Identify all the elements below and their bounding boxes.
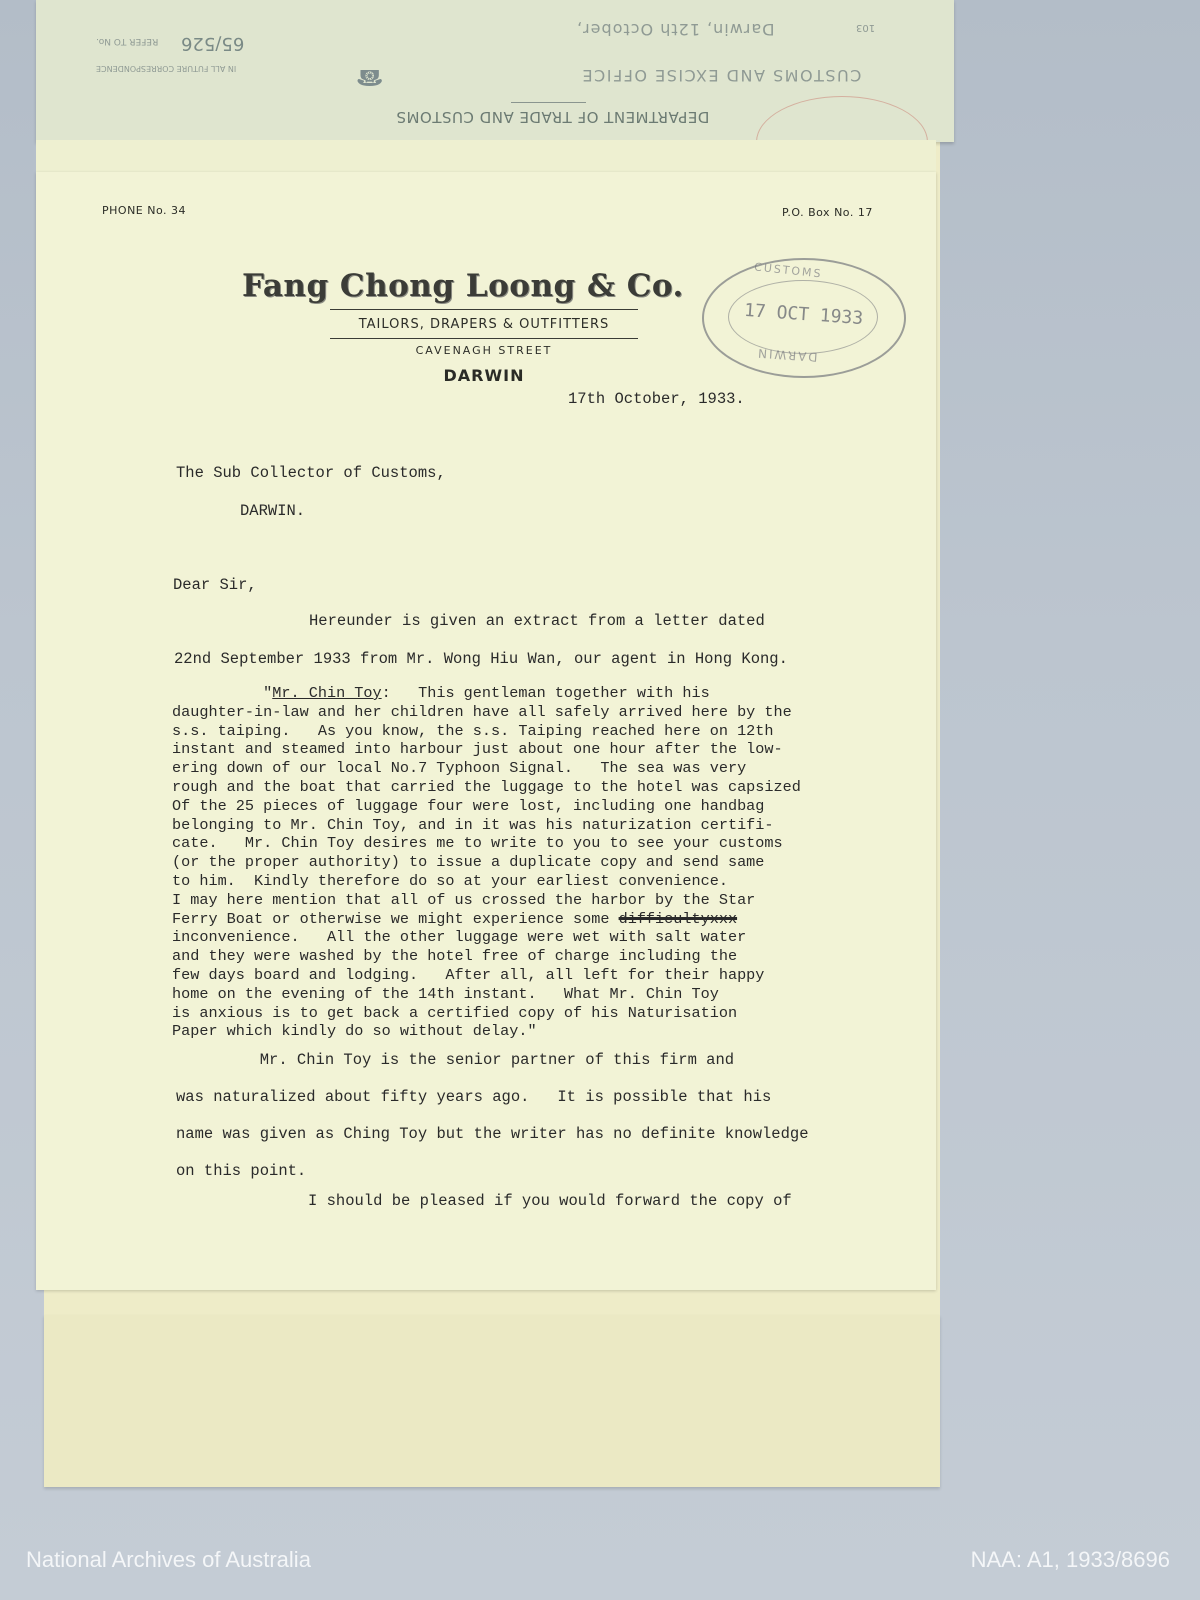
- quoted-extract: [172, 684, 801, 1041]
- mirrored-ref-label: REFER TO No.: [96, 36, 159, 46]
- quote-line: is anxious is to get back a certified copy of his Naturisation: [172, 1003, 738, 1022]
- mirrored-date: Darwin, 12th October,: [576, 20, 775, 39]
- mirrored-note: IN ALL FUTURE CORRESPONDENCE: [96, 64, 237, 73]
- addressee-line-2: DARWIN.: [240, 502, 306, 520]
- mirrored-department: DEPARTMENT OF TRADE AND CUSTOMS: [396, 108, 710, 126]
- stamp-top-text: CUSTOMS: [753, 260, 824, 281]
- firm-trade: TAILORS, DRAPERS & OUTFITTERS: [358, 317, 610, 332]
- quote-subject-name: Mr. Chin Toy: [272, 684, 382, 702]
- quote-line: belonging to Mr. Chin Toy, and in it was his naturization certifi-: [172, 815, 774, 834]
- firm-name: Fang Chong Loong & Co.: [242, 268, 684, 304]
- quote-line: and they were washed by the hotel free of charge including the: [172, 947, 738, 966]
- paragraph-line: Mr. Chin Toy is the senior partner of this firm and: [176, 1051, 735, 1069]
- red-stamp-outline: [756, 96, 928, 142]
- divider: [511, 102, 586, 103]
- addressee-line-1: The Sub Collector of Customs,: [176, 464, 446, 482]
- stamp-bottom-text: DARWIN: [755, 345, 818, 365]
- received-date-stamp: [702, 258, 906, 378]
- mirrored-ref-number: 65/526: [181, 33, 245, 54]
- quote-line: home on the evening of the 14th instant. What Mr. Chin Toy: [172, 984, 719, 1003]
- quote-line: few days board and lodging. After all, all left for their happy: [172, 965, 765, 984]
- quote-line: s.s. taiping. As you know, the s.s. Taiping reached here on 12th: [172, 721, 774, 740]
- letter-page: [36, 172, 936, 1290]
- quote-first-rest: : This gentleman together with his: [381, 684, 710, 702]
- po-box: P.O. Box No. 17: [782, 206, 873, 219]
- folder-back-sheet: [44, 1315, 940, 1487]
- quote-line: cate. Mr. Chin Toy desires me to write to you to see your customs: [172, 834, 783, 853]
- closing-request: I should be pleased if you would forward the copy of: [308, 1192, 792, 1210]
- archive-reference: NAA: A1, 1933/8696: [970, 1547, 1170, 1572]
- quote-struck-line: [172, 910, 801, 929]
- letterhead-rule-bottom: [330, 338, 638, 339]
- quote-first-line: [172, 684, 801, 703]
- salutation: Dear Sir,: [173, 576, 257, 594]
- archive-name: National Archives of Australia: [26, 1547, 311, 1572]
- previous-page-sheet: [36, 0, 954, 142]
- quote-line: rough and the boat that carried the luggage to the hotel was capsized: [172, 777, 801, 796]
- paragraph-line: name was given as Ching Toy but the writer has no definite knowledge: [176, 1125, 809, 1143]
- quote-line: I may here mention that all of us crossed the harbor by the Star: [172, 890, 756, 909]
- quote-struck-prefix: Ferry Boat or otherwise we might experience some: [172, 909, 619, 928]
- quote-line: inconvenience. All the other luggage were wet with salt water: [172, 928, 747, 947]
- firm-street: CAVENAGH STREET: [415, 344, 553, 357]
- firm-city: DARWIN: [443, 366, 525, 385]
- letterhead-rule-top: [330, 309, 638, 310]
- quote-line: instant and steamed into harbour just about one hour after the low-: [172, 740, 783, 759]
- intro-line-1: Hereunder is given an extract from a letter dated: [309, 612, 765, 630]
- paragraph-line: on this point.: [176, 1162, 307, 1180]
- struck-out-word: difficultyxxx: [618, 909, 738, 928]
- paragraph-line: was naturalized about fifty years ago. It is possible that his: [176, 1088, 772, 1106]
- quote-line: daughter-in-law and her children have all safely arrived here by the: [172, 702, 792, 721]
- quote-line: ering down of our local No.7 Typhoon Signal. The sea was very: [172, 759, 747, 778]
- telephone-icon: ☎: [356, 65, 384, 90]
- intro-line-2: 22nd September 1933 from Mr. Wong Hiu Wan, our agent in Hong Kong.: [174, 650, 788, 668]
- phone-number: PHONE No. 34: [102, 204, 186, 217]
- quote-open-mark: ": [263, 684, 273, 702]
- mirrored-page-number: 103: [856, 22, 876, 33]
- quote-line: to him. Kindly therefore do so at your earliest convenience.: [172, 871, 728, 890]
- paragraph-naturalization: [176, 1042, 809, 1190]
- quote-line: (or the proper authority) to issue a duplicate copy and send same: [172, 853, 765, 872]
- mirrored-office: CUSTOMS AND EXCISE OFFICE: [581, 66, 862, 85]
- letter-top-edge: [36, 140, 936, 174]
- quote-line: Paper which kindly do so without delay.": [172, 1022, 537, 1041]
- quote-line: Of the 25 pieces of luggage four were lost, including one handbag: [172, 796, 765, 815]
- letter-date: 17th October, 1933.: [568, 390, 745, 408]
- stamp-date: 17 OCT 1933: [743, 299, 864, 330]
